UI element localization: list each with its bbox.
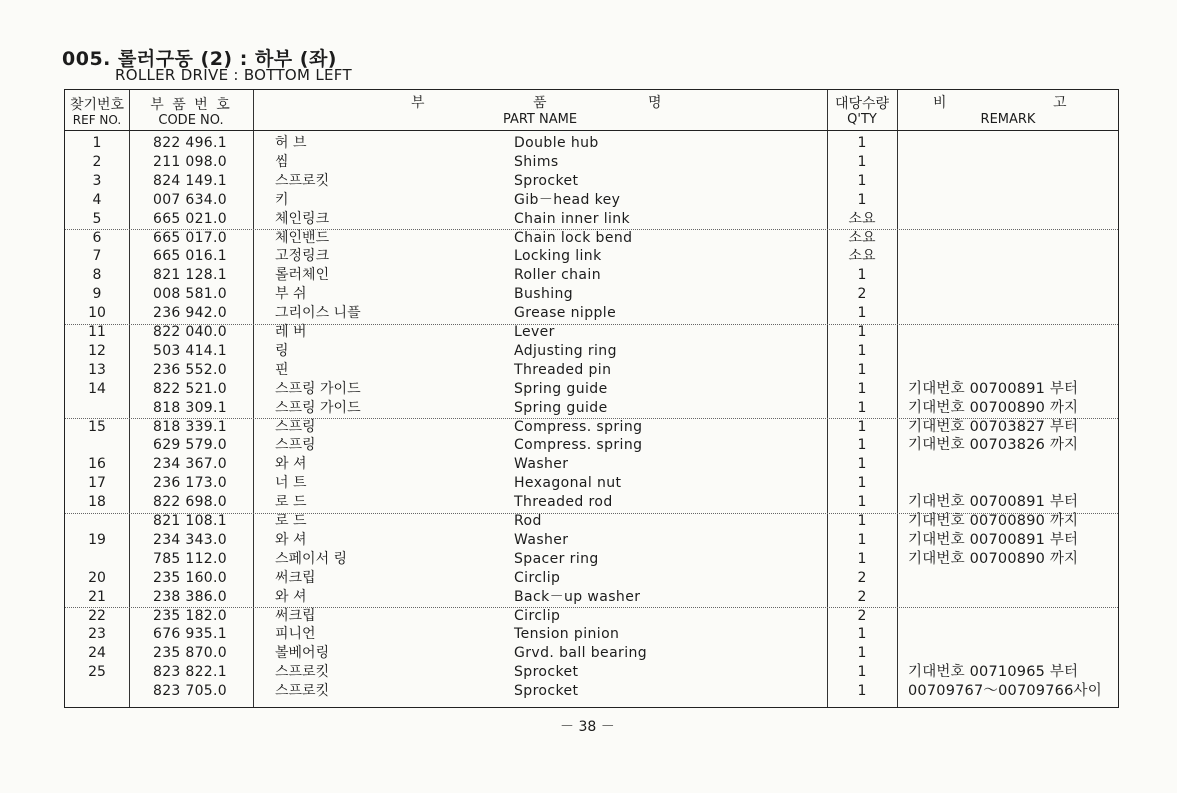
row-kr: 스프로킷	[275, 172, 330, 189]
row-qty: 소요	[848, 248, 876, 265]
row-ref: 22	[88, 607, 106, 624]
row-en: Washer	[514, 456, 569, 473]
row-qty: 1	[857, 683, 867, 700]
row-code: 676 935.1	[153, 626, 227, 643]
row-en: Compress. spring	[514, 437, 643, 454]
row-en: Spring guide	[514, 380, 608, 397]
row-code: 629 579.0	[153, 437, 227, 454]
row-qty: 1	[857, 324, 867, 340]
row-qty: 소요	[848, 210, 876, 227]
row-ref: 20	[88, 569, 106, 586]
row-kr: 체인링크	[275, 210, 330, 227]
row-kr: 키	[275, 191, 289, 208]
row-code: 821 108.1	[153, 513, 227, 529]
column-divider	[253, 90, 254, 707]
row-code: 234 367.0	[153, 456, 227, 473]
column-divider	[129, 90, 130, 707]
row-remark: 기대번호 00700891 부터	[908, 494, 1079, 511]
row-ref: 5	[92, 210, 102, 227]
row-en: Sprocket	[514, 664, 579, 681]
row-code: 234 343.0	[153, 531, 227, 548]
header-ref-kr: 찾기번호	[69, 97, 125, 113]
row-en: Sprocket	[514, 172, 579, 189]
row-qty: 1	[857, 664, 867, 681]
row-qty: 1	[857, 494, 867, 511]
row-qty: 1	[857, 305, 867, 322]
row-qty: 1	[857, 172, 867, 189]
row-en: Back－up washer	[514, 588, 641, 605]
row-en: Threaded rod	[514, 494, 613, 511]
row-ref: 7	[92, 248, 102, 265]
row-ref: 8	[92, 267, 102, 284]
row-code: 818 339.1	[153, 418, 227, 435]
row-en: Spacer ring	[514, 550, 599, 567]
row-code: 665 017.0	[153, 229, 227, 246]
header-name-kr-3: 명	[648, 95, 662, 111]
row-en: Compress. spring	[514, 418, 643, 435]
row-kr: 스프링	[275, 437, 316, 454]
row-en: Roller chain	[514, 267, 601, 284]
row-code: 236 552.0	[153, 361, 227, 378]
row-en: Grease nipple	[514, 305, 617, 322]
row-code: 235 182.0	[153, 607, 227, 624]
row-en: Chain inner link	[514, 210, 631, 227]
row-remark: 기대번호 00700890 까지	[908, 550, 1079, 567]
row-kr: 스페이서 링	[275, 550, 348, 567]
row-ref: 1	[92, 135, 102, 151]
row-qty: 1	[857, 380, 867, 397]
row-qty: 1	[857, 418, 867, 435]
row-ref: 25	[88, 664, 106, 681]
row-ref: 3	[92, 172, 102, 189]
row-code: 785 112.0	[153, 550, 227, 567]
row-code: 235 160.0	[153, 569, 227, 586]
row-kr: 허 브	[275, 135, 307, 151]
page-number: － 38 －	[560, 719, 615, 735]
row-kr: 와 셔	[275, 588, 307, 605]
row-kr: 체인밴드	[275, 229, 330, 246]
row-ref: 19	[88, 531, 106, 548]
row-kr: 로 드	[275, 513, 307, 529]
row-qty: 1	[857, 645, 867, 662]
row-qty: 1	[857, 437, 867, 454]
row-qty: 2	[857, 607, 867, 624]
row-code: 503 414.1	[153, 342, 227, 359]
header-qty-en: Q'TY	[847, 112, 877, 127]
row-en: Locking link	[514, 248, 602, 265]
header-name-en: PART NAME	[502, 112, 578, 127]
row-en: Spring guide	[514, 399, 608, 416]
row-code: 235 870.0	[153, 645, 227, 662]
row-ref: 15	[88, 418, 106, 435]
row-kr: 레 버	[275, 324, 307, 340]
parts-table	[64, 89, 1119, 708]
row-kr: 스프로킷	[275, 664, 330, 681]
row-kr: 핀	[275, 361, 289, 378]
row-remark: 기대번호 00703826 까지	[908, 437, 1079, 454]
header-divider	[65, 130, 1118, 131]
row-qty: 2	[857, 588, 867, 605]
page-title: 005. 롤러구동 (2) : 하부 (좌)	[62, 48, 337, 70]
row-qty: 1	[857, 513, 867, 529]
row-qty: 1	[857, 531, 867, 548]
row-remark: 기대번호 00700891 부터	[908, 380, 1079, 397]
row-en: Threaded pin	[514, 361, 612, 378]
row-remark: 기대번호 00700890 까지	[908, 399, 1079, 416]
row-ref: 24	[88, 645, 106, 662]
row-code: 665 016.1	[153, 248, 227, 265]
row-qty: 1	[857, 191, 867, 208]
row-en: Hexagonal nut	[514, 475, 622, 492]
row-qty: 2	[857, 286, 867, 303]
row-qty: 1	[857, 626, 867, 643]
row-ref: 23	[88, 626, 106, 643]
row-code: 822 040.0	[153, 324, 227, 340]
row-kr: 그리이스 니플	[275, 305, 361, 322]
row-code: 007 634.0	[153, 191, 227, 208]
row-kr: 부 쉬	[275, 286, 307, 303]
row-code: 236 173.0	[153, 475, 227, 492]
row-code: 236 942.0	[153, 305, 227, 322]
row-kr: 로 드	[275, 494, 307, 511]
row-kr: 와 셔	[275, 456, 307, 473]
row-qty: 1	[857, 361, 867, 378]
row-kr: 너 트	[275, 475, 307, 492]
header-code-kr: 부 품 번 호	[150, 97, 232, 113]
row-kr: 와 셔	[275, 531, 307, 548]
header-name-kr-2: 품	[533, 95, 547, 111]
row-ref: 10	[88, 305, 106, 322]
row-ref: 9	[92, 286, 102, 303]
row-en: Gib－head key	[514, 191, 621, 208]
row-ref: 21	[88, 588, 106, 605]
row-remark: 기대번호 00700890 까지	[908, 513, 1079, 529]
header-remark-kr-1: 비	[933, 95, 947, 111]
row-en: Lever	[514, 324, 555, 340]
row-ref: 13	[88, 361, 106, 378]
row-ref: 14	[88, 380, 106, 397]
row-ref: 2	[92, 153, 102, 170]
row-en: Circlip	[514, 607, 561, 624]
row-code: 824 149.1	[153, 172, 227, 189]
row-en: Tension pinion	[514, 626, 620, 643]
row-en: Double hub	[514, 135, 599, 151]
header-remark-en: REMARK	[980, 112, 1036, 127]
row-en: Sprocket	[514, 683, 579, 700]
row-kr: 스프로킷	[275, 683, 330, 700]
row-code: 818 309.1	[153, 399, 227, 416]
row-kr: 스프링 가이드	[275, 399, 361, 416]
row-code: 822 496.1	[153, 135, 227, 151]
row-kr: 고정링크	[275, 248, 330, 265]
row-en: Grvd. ball bearing	[514, 645, 648, 662]
row-en: Shims	[514, 153, 559, 170]
row-kr: 스프링	[275, 418, 316, 435]
row-remark: 기대번호 00703827 부터	[908, 418, 1079, 435]
column-divider	[897, 90, 898, 707]
row-qty: 1	[857, 399, 867, 416]
row-ref: 6	[92, 229, 102, 246]
row-remark: 00709767～00709766사이	[908, 683, 1102, 700]
row-ref: 16	[88, 456, 106, 473]
row-code: 238 386.0	[153, 588, 227, 605]
row-qty: 1	[857, 135, 867, 151]
row-qty: 1	[857, 475, 867, 492]
row-qty: 소요	[848, 229, 876, 246]
row-kr: 링	[275, 342, 289, 359]
row-qty: 1	[857, 267, 867, 284]
row-code: 823 822.1	[153, 664, 227, 681]
page-subtitle: ROLLER DRIVE : BOTTOM LEFT	[115, 66, 352, 84]
row-code: 822 521.0	[153, 380, 227, 397]
row-code: 665 021.0	[153, 210, 227, 227]
header-qty-kr: 대당수량	[834, 96, 890, 112]
row-kr: 볼베어링	[275, 645, 330, 662]
row-code: 008 581.0	[153, 286, 227, 303]
row-qty: 1	[857, 342, 867, 359]
row-code: 823 705.0	[153, 683, 227, 700]
header-ref-en: REF NO.	[72, 113, 122, 127]
row-en: Adjusting ring	[514, 342, 617, 359]
row-code: 821 128.1	[153, 267, 227, 284]
row-ref: 12	[88, 342, 106, 359]
row-kr: 써크립	[275, 607, 316, 624]
row-en: Circlip	[514, 569, 561, 586]
row-code: 822 698.0	[153, 494, 227, 511]
row-ref: 18	[88, 494, 106, 511]
row-qty: 1	[857, 550, 867, 567]
row-remark: 기대번호 00700891 부터	[908, 531, 1079, 548]
row-en: Washer	[514, 531, 569, 548]
row-ref: 4	[92, 191, 102, 208]
row-kr: 써크립	[275, 569, 316, 586]
row-ref: 17	[88, 475, 106, 492]
header-remark-kr-2: 고	[1053, 95, 1067, 111]
row-kr: 롤러체인	[275, 267, 330, 284]
row-remark: 기대번호 00710965 부터	[908, 664, 1079, 681]
row-ref: 11	[88, 324, 106, 340]
row-kr: 피니언	[275, 626, 316, 643]
header-name-kr-1: 부	[411, 95, 425, 111]
row-qty: 1	[857, 456, 867, 473]
row-en: Chain lock bend	[514, 229, 633, 246]
row-kr: 씸	[275, 153, 289, 170]
row-en: Bushing	[514, 286, 574, 303]
row-qty: 2	[857, 569, 867, 586]
row-code: 211 098.0	[153, 153, 227, 170]
row-en: Rod	[514, 513, 542, 529]
row-qty: 1	[857, 153, 867, 170]
row-kr: 스프링 가이드	[275, 380, 361, 397]
header-code-en: CODE NO.	[158, 113, 224, 128]
